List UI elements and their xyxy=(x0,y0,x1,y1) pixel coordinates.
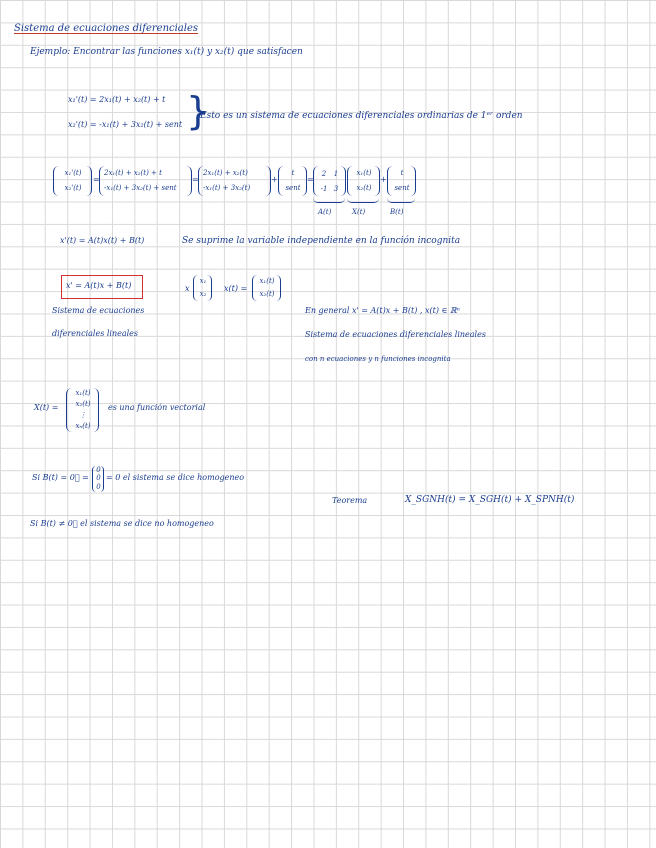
right-paren-icon xyxy=(340,166,346,196)
vector-fn-entries: x₁(t) x₂(t) ⋮ xₙ(t) xyxy=(75,389,91,430)
right-paren-icon xyxy=(93,388,99,432)
lhs-vector: x₁'(t) x₂'(t) xyxy=(64,169,82,192)
x-vector-entries: x₁ x₂ xyxy=(199,277,207,298)
system-eq2: x₂'(t) = -x₁(t) + 3x₂(t) + sent xyxy=(68,120,183,129)
boxed-equation: x' = A(t)x + B(t) xyxy=(66,281,132,290)
vector-fn-label: X(t) = xyxy=(34,403,59,412)
right-paren-icon xyxy=(207,275,212,301)
rhs-vector-1: 2x₁(t) + x₂(t) + t -x₁(t) + 3x₂(t) + sent xyxy=(104,169,177,192)
compact-equation: x'(t) = A(t)x(t) + B(t) xyxy=(60,236,145,245)
equals-sign: = xyxy=(93,175,100,184)
rhs-vector-2a: 2x₁(t) + x₂(t) -x₁(t) + 3x₂(t) xyxy=(203,169,251,192)
xt-vector-entries: x₁(t) x₂(t) xyxy=(259,277,275,298)
equals-sign: = xyxy=(307,175,314,184)
label-b: B(t) xyxy=(390,208,404,216)
rhs-vector-2b: t sent xyxy=(285,169,301,192)
boxed-caption-1: Sistema de ecuaciones xyxy=(52,306,145,315)
x-symbol: x xyxy=(185,284,190,293)
right-paren-icon xyxy=(86,166,92,196)
page-title: Sistema de ecuaciones diferenciales xyxy=(14,23,199,34)
right-brace-icon: } xyxy=(186,89,211,133)
vector-x: x₁(t) x₂(t) xyxy=(356,169,372,192)
label-a: A(t) xyxy=(318,208,332,216)
example-statement: Ejemplo: Encontrar las funciones x₁(t) y x₂(t) que satisfacen xyxy=(30,47,303,57)
plus-sign: + xyxy=(271,175,278,184)
right-paren-icon xyxy=(276,275,281,301)
equals-sign: = xyxy=(192,175,199,184)
theorem-formula: X_SGNH(t) = X_SGH(t) + X_SPNH(t) xyxy=(405,495,575,505)
compact-note: Se suprime la variable independiente en la función incognita xyxy=(182,236,461,246)
label-x: X(t) xyxy=(352,208,366,216)
xt-symbol: x(t) = xyxy=(224,284,248,293)
theorem-label: Teorema xyxy=(332,496,368,505)
vector-b: t sent xyxy=(394,169,410,192)
underbrace-b xyxy=(387,198,415,203)
right-paren-icon xyxy=(410,166,416,196)
general-line-3: con n ecuaciones y n funciones incognita xyxy=(305,355,451,363)
general-line-1: En general x' = A(t)x + B(t) , x(t) ∈ ℝⁿ xyxy=(305,306,460,315)
plus-sign: + xyxy=(380,175,387,184)
homog-line-2: Si B(t) ≠ 0⃗ el sistema se dice no homogeneo xyxy=(30,519,214,528)
underbrace-a xyxy=(313,198,345,203)
system-eq1: x₁'(t) = 2x₁(t) + x₂(t) + t xyxy=(68,95,166,104)
underbrace-x xyxy=(347,198,379,203)
zero-vector-entries: 0 0 0 xyxy=(96,465,101,492)
right-paren-icon xyxy=(100,466,104,492)
vector-fn-text: es una función vectorial xyxy=(108,403,206,412)
homog-line-1-pre: Si B(t) = 0⃗ = xyxy=(32,473,89,482)
homog-line-1-post: = 0 el sistema se dice homogeneo xyxy=(106,473,245,482)
boxed-caption-2: diferenciales lineales xyxy=(52,329,139,338)
matrix-a: 2 1 -1 3 xyxy=(320,169,339,193)
general-line-2: Sistema de ecuaciones diferenciales lineales xyxy=(305,330,486,339)
system-note: Esto es un sistema de ecuaciones diferenciales ordinarias de 1ᵉʳ orden xyxy=(200,111,523,121)
